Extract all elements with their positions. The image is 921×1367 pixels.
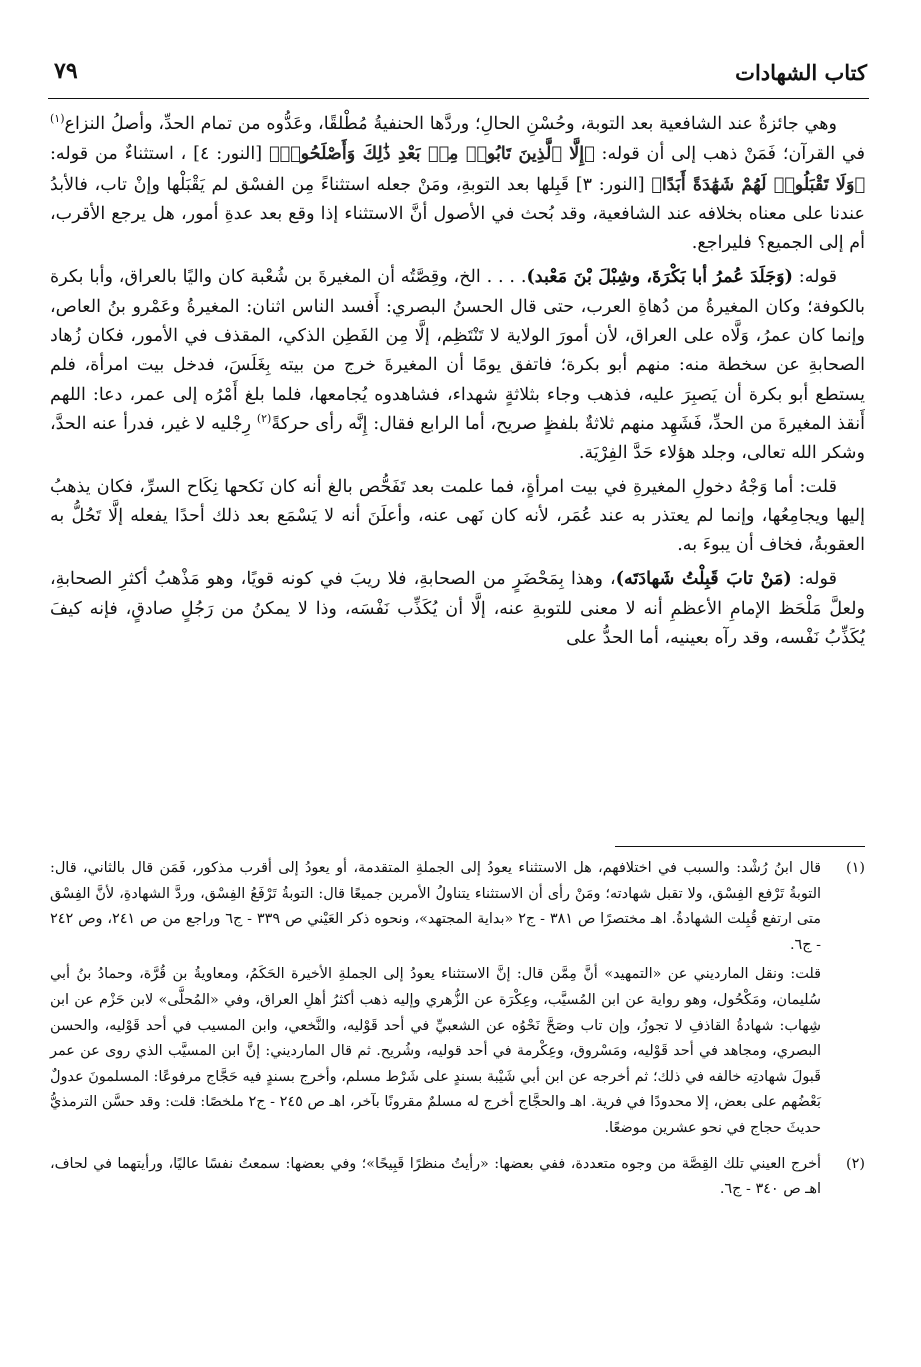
footnote-number: (٢) (846, 1155, 865, 1172)
matn-quote: (وَجَلَدَ عُمرُ أبا بَكْرَةَ، وشِبْلَ بْنَ مَعْبد) (526, 266, 793, 288)
matn-quote: (مَنْ تابَ قَبِلْتُ شَهادَتَه) (615, 568, 792, 590)
footnotes (50, 856, 865, 1213)
text-run: [النور: ٤] ، استثناءٌ من قوله: (50, 144, 269, 165)
running-header (48, 56, 869, 99)
text-run: قوله: (792, 267, 837, 288)
footnote-paragraph: أخرج العيني تلك القِصَّة من وجوه متعددة، ففي بعضها: «رأيتُ منظرًا قَبِيحًا»؛ وفي بعضها: سمعتُ نفسًا عاليًا، ورأيتهما في لحاف، اهـ ص ٣٤٠ - ج٦. (50, 1155, 821, 1198)
book-title: كتاب الشهادات (735, 60, 867, 85)
footnote-ref-1[interactable]: (١) (50, 112, 65, 126)
footnote-number: (١) (846, 860, 865, 876)
footnote-paragraph: قال ابنُ رُشْد: والسبب في اختلافهم، هل الاستثناء يعودُ إلى الجملةِ المتقدمة، أو يعودُ إلى أقرب مذكور، فَمَن قال بالثاني، قال: التوبةُ تَرْفع الفِسْق، ولا تقبل شهادته؛ ومَنْ رأى أن الاستثناء يتناولُ الأمرين جميعًا قال: التوبةُ تَرْفَعُ الفِسْق، وردَّ الشهادةِ، لأنَّ الفِسْق متى ارتفع قُبِلت الشهادةُ. اهـ مختصرًا ص ٣٨١ - ج٢ «بداية المجتهد»، ونحوه ذكر العَيْني ص ٣٣٩ - ج٦ وراجع من ص ٢٤١، وص ٢٤٢ - ج٦. (50, 860, 821, 953)
footnote-1 (50, 856, 865, 1146)
footnote-2 (50, 1152, 865, 1207)
footnote-paragraph: قلت: ونقل المارديني عن «التمهيد» أنَّ مِمَّن قال: إنَّ الاستثناء يعودُ إلى الجملةِ الأخيرة الحَكَمُ، ومعاويةُ بن قُرَّة، وحمادُ بنُ أبي سُليمان، ومَكْحُول، وهو رواية عن ابن المُسيَّب، وعِكْرَة عن الزُّهري وإليه ذهب أكثرُ أهلِ العراق، وفي «المُحلَّى» لابن حَزْم عن ابن شِهاب: شهادةُ القاذفِ لا تجوزُ، وإن تاب وصَحَّ نَحْوُه عن الشعبيِّ في أحد قَوْليه، والنَّخعي، وابن المسيب في أحد قَوْليه، والحسن البصري، ومجاهد في أحد قَوْليه، ومَسْروق، وعِكْرمة في أحد قوليه، وشُريح. ثم قال المارديني: إنَّ ابن المسيَّب الذي روى عن عمر قَبولَ شهادتِه خالفه في ذلك؛ ثم أخرجه عن ابن أبي شَيْبة بسندٍ على شَرْط مسلم، وأخرج بسندٍ فيه حَجَّاج مرفوعًا: المسلمونَ عدولٌ بَعْضُهم على بعض، إلا محدودًا في فرية. اهـ والحجَّاج أخرج له مسلمٌ مقرونًا بآخر، اهـ ص ٢٤٥ - ج٢ ملخصًا: قلت: وقد حسَّن الترمذيُّ حديثَ حجاج في نحو عشرين موضعًا. (50, 966, 821, 1136)
text-run: وهي جائزةٌ عند الشافعية بعد التوبة، وحُسْنِ الحالِ؛ وردَّها الحنفيةُ مُطْلقًا، وعَدُّوه من تمام الحدِّ، وأصلُ النزاع (64, 114, 837, 134)
quran-verse: ﴿إِلَّا ٱلَّذِينَ تَابُوا۟ مِنۢ بَعْدِ ذَٰلِكَ وَأَصْلَحُوا۟﴾ (268, 143, 595, 165)
footnote-ref-2[interactable]: (٢) (256, 412, 272, 426)
page-number: ٧٩ (54, 58, 78, 84)
text-run: في القرآن؛ فَمَنْ ذهب إلى أن قوله: (594, 144, 865, 165)
quran-verse: ﴿وَلَا تَقْبَلُوا۟ لَهُمْ شَهَٰدَةً أَبَدًا﴾ (651, 173, 865, 195)
text-run: ، وهذا بِمَحْضَرٍ من الصحابةِ، فلا ريبَ في كونه قويًا، وهو مَذْهبُ أكثرِ الصحابةِ، ولعلَّ مَلْحَظ الإمامِ الأعظمِ أنه لا معنى للتوبةِ عنه، إلَّا أن يُكَذِّب نَفْسَه، وذا لا يمكنُ من رَجُلٍ صادقٍ، فإنه كيفَ يُكَذِّبُ نَفْسه، وقد رآه بعينيه، أما الحدُّ على (50, 569, 865, 649)
paragraph-3 (50, 473, 865, 561)
paragraph-1 (50, 110, 865, 258)
paragraph-2 (50, 262, 865, 468)
main-text (50, 110, 865, 657)
text-run: [النور: ٣] قَبِلها بعد التوبةِ، ومَنْ جعله استثناءً مِن الفسْق لم يَقْبَلْها وإنْ تاب، فالأبدُ عندنا على معناه بخلافه عند الشافعية، وقد بُحث في الأصول أنَّ الاستثناء إذا وقع بعد عدةِ أمور، هل يرجع الأقرب، أم إلى الجميع؟ فليراجع. (50, 174, 865, 254)
text-run: قلت: أما وَجْهُ دخولِ المغيرةِ في بيت امرأةٍ، فما علمت بعد تَفَحُّص بالغ أنه كان نَكحها نِكَاح السرِّ، فكان يذهبُ إليها ويجامِعُها، وإنما لم يعتذر به عند عُمَر، لأنه كان نَهى عنه، وأعلَنَ أنه لا يَسْمَع بعد ذلك أحدًا يفعله إلَّا تَحُلُّ به العقوبةُ، فخاف أن يبوءَ به. (50, 476, 865, 556)
text-run: رِجْليه لا غير، فدرأ عنه الحدَّ، وشكر الله تعالى، وجلد هؤلاء حَدَّ الفِرْيَة. (50, 413, 865, 464)
footnote-body (50, 856, 821, 1146)
footnote-separator (615, 846, 865, 847)
text-run: قوله: (791, 569, 837, 590)
footnote-body (50, 1152, 821, 1207)
text-run: . . . . الخ، وقِصَّتُه أن المغيرةَ بن شُعْبة كان واليًا بالعراق، وأبا بكرة بالكوفة؛ وكان المغيرةُ من دُهاةِ العرب، حتى قال الحسنُ البصري: أَفسد الناس اثنان: المغيرةُ وعَمْرو بنُ العاص، وإنما كان عمرُ، وَلَّاه على العراق، لأن أمورَ الولاية لا تَنْتَظِم، إلَّا مِن الفَطِن الذكي، المقذف في الأمور، فكان زُهاد الصحابةِ عن سخطة منه: منهم أبو بكرة؛ فاتفق يومًا أن المغيرةَ خرج من بيته بِغَلَسَ، فدخل بيت امرأة، فلم يستطع أبو بكرة أن يَصبِرَ عليه، فذهب وجاء بثلاثةٍ شهداء، فشاهدوه يُجامعها، فلما بلغ أَمْرُه إلى عمر، دعا: اللهم أَنقذ المغيرةَ من الحدِّ، فَشَهِد منهم ثلاثةٌ بلفظٍ صريح، أما الرابع فقال: إِنَّه رأى حركةً (50, 267, 865, 434)
paragraph-4 (50, 564, 865, 653)
